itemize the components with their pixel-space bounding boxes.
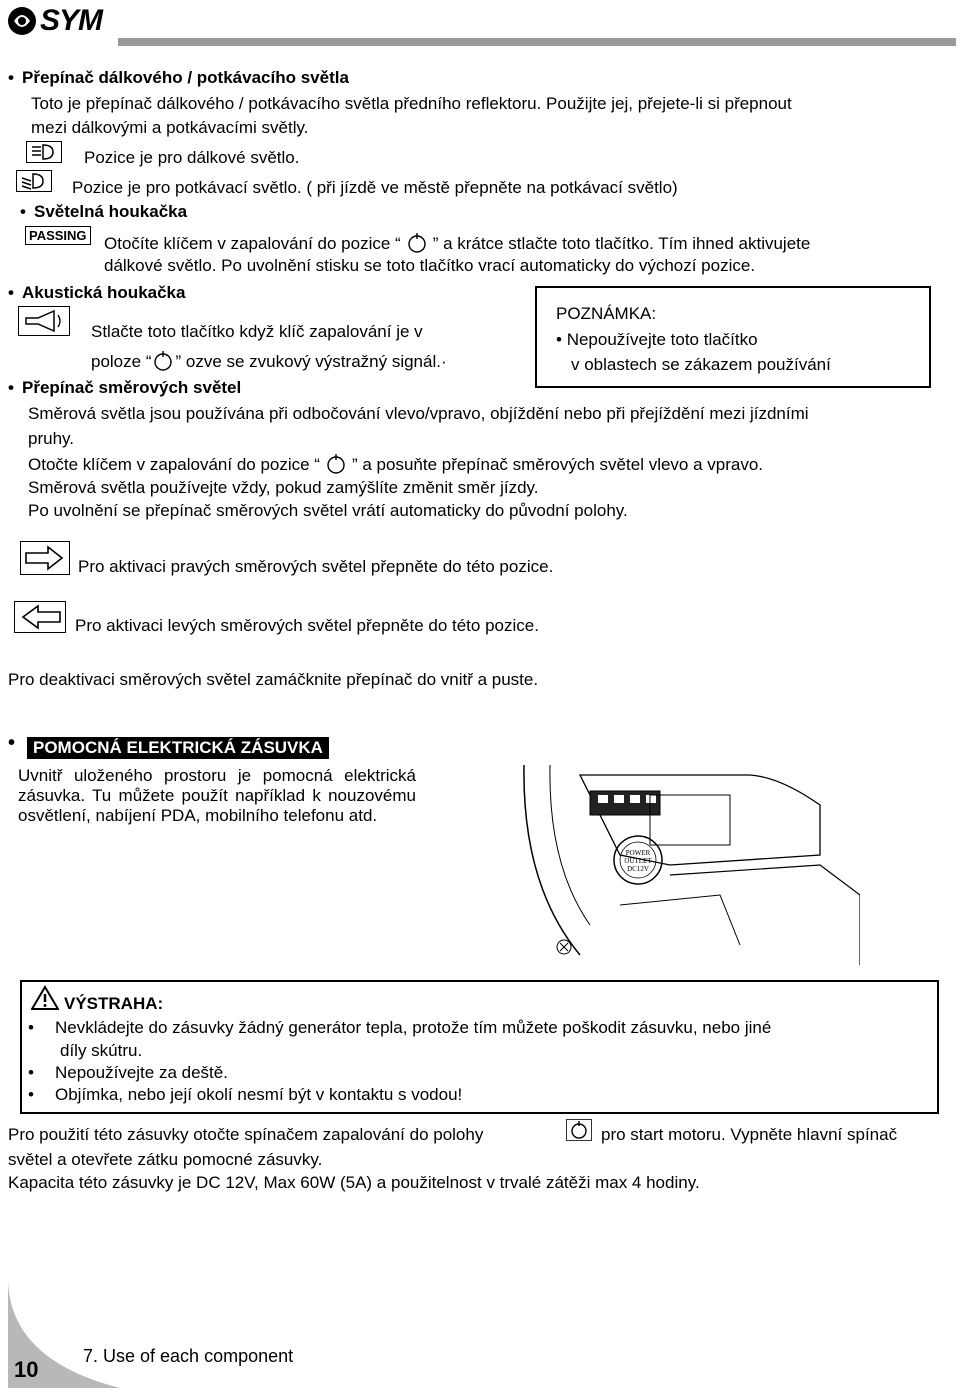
warning-item-1a: Nevkládejte do zásuvky žádný generátor tepla, protože tím můžete poškodit zásuvku, nebo jiné: [55, 1018, 772, 1037]
key-on-icon: [151, 350, 175, 372]
turn-line-3: [28, 453, 763, 475]
outlet-bullet: •: [8, 732, 16, 754]
outlet-label-2: OUTLET: [624, 857, 652, 865]
usage-line-1a: Pro použití této zásuvky otočte spínačem zapalování do polohy: [8, 1125, 484, 1144]
outlet-title: POMOCNÁ ELEKTRICKÁ ZÁSUVKA: [27, 737, 329, 759]
outlet-label-1: POWER: [625, 849, 651, 857]
header-rule: [118, 38, 956, 46]
outlet-desc: Uvnitř uloženého prostoru je pomocná elektrická zásuvka. Tu můžete použít například k nouzovému osvětlení, nabíjení PDA, mobilního telefonu atd.: [18, 766, 416, 825]
key-on-icon: [324, 453, 348, 475]
ignition-on-icon: [566, 1119, 592, 1141]
turn-line-3a: Otočte klíčem v zapalování do pozice “: [28, 455, 320, 474]
usage-line-2: světel a otevřete zátku pomocné zásuvky.: [8, 1150, 323, 1169]
passing-line-1b: ” a krátce stlačte toto tlačítko. Tím ihned aktivujete: [432, 234, 811, 253]
horn-title: • Akustická houkačka: [22, 283, 185, 303]
outlet-label-3: DC12V: [627, 865, 649, 873]
passing-line-2: dálkové světlo. Po uvolnění stisku se toto tlačítko vrací automaticky do výchozí pozice.: [104, 256, 756, 275]
warning-icon: [31, 985, 59, 1016]
turn-left-text: Pro aktivaci levých směrových světel přepněte do této pozice.: [75, 616, 539, 635]
low-beam-icon: [16, 170, 52, 192]
horn-line-1: Stlačte toto tlačítko když klíč zapalování je v: [91, 322, 423, 341]
passing-title: • Světelná houkačka: [34, 202, 187, 222]
high-beam-icon: [26, 141, 62, 163]
turn-line-5: Po uvolnění se přepínač směrových světel vrátí automaticky do původní polohy.: [28, 501, 628, 520]
passing-line-1a: Otočíte klíčem v zapalování do pozice “: [104, 234, 401, 253]
right-arrow-icon: [20, 541, 70, 575]
outlet-photo: [520, 765, 860, 970]
usage-line-1b: pro start motoru. Vypněte hlavní spínač: [601, 1125, 898, 1144]
passing-icon-label: PASSING: [29, 228, 87, 243]
note-line-1: • Nepoužívejte toto tlačítko: [556, 330, 758, 349]
turn-off-text: Pro deaktivaci směrových světel zamáčknite přepínač do vnitř a puste.: [8, 670, 539, 689]
turn-line-1: Směrová světla jsou používána při odbočování vlevo/vpravo, objíždění nebo při přejíždění mezi jízdními: [28, 404, 809, 423]
key-on-icon: [405, 232, 429, 254]
passing-line-1: [104, 232, 810, 254]
passing-icon: [25, 226, 91, 245]
horn-line-2a: poloze “: [91, 352, 152, 371]
warning-box: [20, 980, 939, 1114]
dimmer-desc-1: Toto je přepínač dálkového / potkávacího světla předního reflektoru. Použijte jej, přejete-li si přepnout: [31, 94, 792, 113]
horn-icon: [18, 306, 70, 336]
turn-line-2: pruhy.: [28, 429, 74, 448]
horn-line-2: [91, 350, 447, 372]
turn-line-4: Směrová světla používejte vždy, pokud zamýšlíte změnit směr jízdy.: [28, 478, 539, 497]
warning-title: VÝSTRAHA:: [64, 994, 164, 1013]
high-beam-text: Pozice je pro dálkové světlo.: [84, 148, 300, 167]
warning-bullet-3: •: [28, 1085, 34, 1104]
low-beam-text: Pozice je pro potkávací světlo. ( při jízdě ve městě přepněte na potkávací světlo): [72, 178, 678, 197]
warning-bullet-1: •: [28, 1018, 34, 1037]
note-line-2: v oblastech se zákazem používání: [571, 355, 831, 374]
page-number: 10: [14, 1357, 39, 1382]
brand-name: SYM: [40, 4, 103, 37]
warning-item-1b: díly skútru.: [60, 1041, 143, 1060]
chapter-title: 7. Use of each component: [83, 1346, 294, 1366]
note-box: [535, 286, 931, 388]
horn-line-2b: ” ozve se zvukový výstražný signál.·: [175, 352, 447, 371]
warning-item-2: Nepoužívejte za deště.: [55, 1063, 228, 1082]
dimmer-title: • Přepínač dálkového / potkávacího světla: [22, 68, 349, 88]
left-arrow-icon: [14, 601, 66, 633]
turn-line-3b: ” a posuňte přepínač směrových světel vlevo a vpravo.: [351, 455, 764, 474]
turn-title: • Přepínač směrových světel: [22, 378, 241, 398]
dimmer-desc-2: mezi dálkovými a potkávacími světly.: [31, 118, 309, 137]
power-outlet-illustration: [520, 765, 860, 965]
note-line-1-text: Nepoužívejte toto tlačítko: [566, 330, 758, 349]
warning-bullet-2: •: [28, 1063, 34, 1082]
usage-line-3: Kapacita této zásuvky je DC 12V, Max 60W (5A) a použitelnost v trvalé zátěži max 4 hodiny.: [8, 1173, 700, 1192]
warning-item-3: Objímka, nebo její okolí nesmí být v kontaktu s vodou!: [55, 1085, 463, 1104]
note-title: POZNÁMKA:: [556, 304, 657, 323]
turn-right-text: Pro aktivaci pravých směrových světel přepněte do této pozice.: [78, 557, 554, 576]
